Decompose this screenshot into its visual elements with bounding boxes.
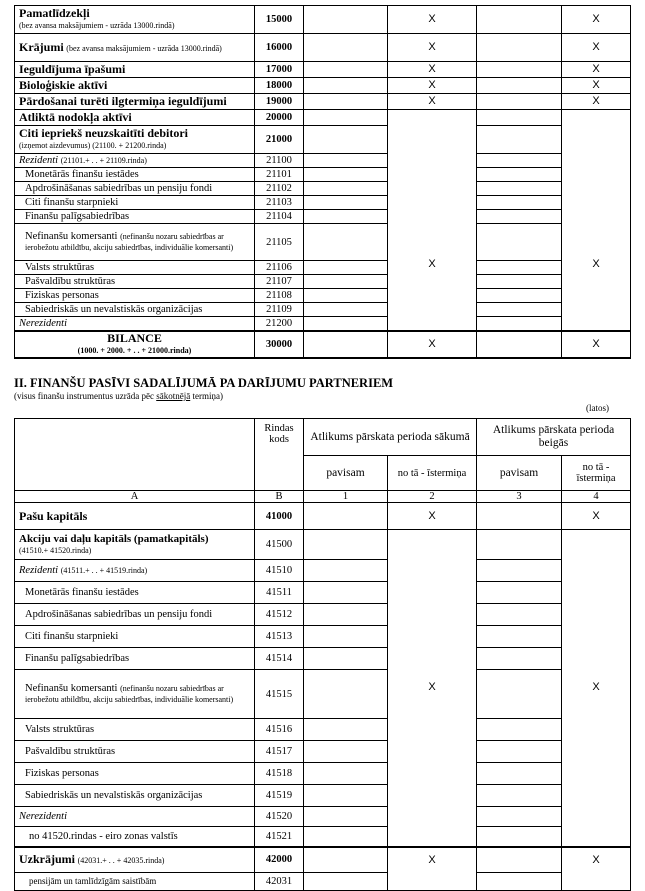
value-cell[interactable] [304, 763, 388, 785]
value-cell[interactable] [477, 168, 562, 182]
value-cell[interactable] [477, 719, 562, 741]
row-code: 21103 [255, 196, 304, 210]
row-label: Pamatlīdzekļi [19, 6, 90, 20]
x-mark: X [428, 681, 436, 694]
table-row [15, 560, 631, 582]
row-code: 21101 [255, 168, 304, 182]
row-note: (1000. + 2000. + . . + 21000.rinda) [77, 345, 192, 355]
x-mark: X [562, 503, 631, 530]
row-label: Pašu kapitāls [15, 503, 255, 530]
x-mark: X [388, 62, 477, 78]
row-code: 21109 [255, 303, 304, 317]
row-label: Citi iepriekš neuzskaitīti debitori [19, 126, 188, 140]
value-cell[interactable] [477, 154, 562, 168]
col-index: 3 [477, 491, 562, 503]
x-mark: X [388, 94, 477, 110]
value-cell[interactable] [304, 560, 388, 582]
assets-table [14, 5, 631, 359]
table-row [15, 582, 631, 604]
row-note: (41510.+ 41520.rinda) [19, 545, 92, 555]
value-cell[interactable] [304, 317, 388, 331]
value-cell[interactable] [477, 741, 562, 763]
row-label: Apdrošināšanas sabiedrības un pensiju fondi [15, 182, 255, 196]
table-row [15, 626, 631, 648]
row-label: Finanšu palīgsabiedrības [15, 210, 255, 224]
row-code: 19000 [255, 94, 304, 110]
row-code: 15000 [255, 6, 304, 34]
table-row [15, 154, 631, 168]
table-row [15, 34, 631, 62]
x-mark: X [592, 681, 600, 694]
row-code: 20000 [255, 110, 304, 126]
col-index: 4 [562, 491, 631, 503]
value-cell[interactable] [304, 303, 388, 317]
value-cell[interactable] [477, 873, 562, 891]
value-cell[interactable] [304, 719, 388, 741]
row-label: Nerezidenti [15, 317, 255, 331]
value-cell[interactable] [304, 154, 388, 168]
row-label: Atliktā nodokļa aktīvi [15, 110, 255, 126]
table-row [15, 275, 631, 289]
x-mark: X [428, 853, 436, 866]
value-cell[interactable] [477, 78, 562, 94]
row-note: (21101.+ . . + 21109.rinda) [60, 156, 147, 165]
row-label: Monetārās finanšu iestādes [15, 582, 255, 604]
value-cell[interactable] [477, 210, 562, 224]
row-code: 41510 [255, 560, 304, 582]
row-code: 41511 [255, 582, 304, 604]
value-cell[interactable] [304, 126, 388, 154]
value-cell[interactable] [477, 224, 562, 261]
table-row [15, 210, 631, 224]
row-label: Monetārās finanšu iestādes [15, 168, 255, 182]
row-code: 21102 [255, 182, 304, 196]
value-cell[interactable] [304, 196, 388, 210]
column-index-row [15, 491, 631, 503]
value-cell[interactable] [477, 763, 562, 785]
table-row [15, 827, 631, 847]
table-row [15, 670, 631, 719]
value-cell[interactable] [477, 317, 562, 331]
table-row [15, 503, 631, 530]
value-cell[interactable] [477, 289, 562, 303]
table-row [15, 126, 631, 154]
table-row [15, 261, 631, 275]
value-cell[interactable] [304, 78, 388, 94]
value-cell[interactable] [304, 210, 388, 224]
header-row [15, 419, 631, 456]
row-code: 21105 [255, 224, 304, 261]
value-cell[interactable] [304, 224, 388, 261]
value-cell[interactable] [304, 62, 388, 78]
value-cell[interactable] [304, 785, 388, 807]
row-label: Pārdošanai turēti ilgtermiņa ieguldījumi [15, 94, 255, 110]
end-header: Atlikums pārskata perioda beigās [477, 419, 631, 456]
section-heading: II. FINANŠU PASĪVI SADALĪJUMĀ PA DARĪJUMU PARTNERIEM [14, 376, 394, 390]
currency-unit: (latos) [586, 403, 609, 413]
value-cell[interactable] [477, 582, 562, 604]
x-mark: X [562, 331, 631, 358]
row-code: 30000 [255, 331, 304, 358]
row-code: 41500 [255, 530, 304, 560]
value-cell[interactable] [477, 785, 562, 807]
value-cell[interactable] [477, 275, 562, 289]
balance-label: BILANCE [107, 330, 162, 345]
row-label: Apdrošināšanas sabiedrības un pensiju fondi [15, 604, 255, 626]
x-mark: X [562, 6, 631, 34]
row-note: (nefinanšu nozaru sabiedrības ar ierobežotu atbildību, akciju sabiedrības, individuālie komersanti) [25, 232, 234, 252]
section-subtitle [14, 391, 223, 401]
subtitle-underlined: sākotnējā [156, 391, 191, 401]
table-row [15, 6, 631, 34]
row-code: 41518 [255, 763, 304, 785]
x-mark: X [428, 258, 436, 271]
value-cell[interactable] [304, 604, 388, 626]
value-cell[interactable] [304, 582, 388, 604]
value-cell[interactable] [304, 289, 388, 303]
col-index: 1 [304, 491, 388, 503]
value-cell[interactable] [304, 670, 388, 719]
value-cell[interactable] [477, 847, 562, 873]
col-index: A [15, 491, 255, 503]
col-index: B [255, 491, 304, 503]
subtitle-text: (visus finanšu instrumentus uzrāda pēc [14, 391, 157, 401]
row-label: Nefinanšu komersanti [25, 231, 118, 242]
row-label: no 41520.rindas - eiro zonas valstīs [15, 827, 255, 847]
value-cell[interactable] [477, 34, 562, 62]
row-label: Pašvaldību struktūras [15, 275, 255, 289]
liabilities-table [14, 418, 631, 891]
value-cell[interactable] [304, 6, 388, 34]
value-cell[interactable] [304, 807, 388, 827]
row-label: Pašvaldību struktūras [15, 741, 255, 763]
table-row [15, 741, 631, 763]
table-row [15, 648, 631, 670]
table-row [15, 873, 631, 891]
row-code: 41514 [255, 648, 304, 670]
table-row [15, 168, 631, 182]
table-row [15, 78, 631, 94]
row-code: 41516 [255, 719, 304, 741]
table-row [15, 530, 631, 560]
value-cell[interactable] [304, 648, 388, 670]
row-label: Sabiedriskās un nevalstiskās organizācijas [15, 303, 255, 317]
table-row [15, 807, 631, 827]
table-row [15, 289, 631, 303]
table-row [15, 110, 631, 126]
x-mark: X [388, 503, 477, 530]
x-mark: X [388, 6, 477, 34]
row-note: (bez avansa maksājumiem - uzrāda 13000.rindā) [66, 43, 222, 53]
row-code: 21000 [255, 126, 304, 154]
x-mark: X [562, 94, 631, 110]
value-cell[interactable] [304, 331, 388, 358]
value-cell[interactable] [477, 670, 562, 719]
row-code: 21200 [255, 317, 304, 331]
row-code: 41513 [255, 626, 304, 648]
value-cell[interactable] [304, 168, 388, 182]
row-note: (42031.+ . . + 42035.rinda) [77, 855, 165, 865]
row-label: Akciju vai daļu kapitāls (pamatkapitāls) [19, 532, 209, 545]
row-label: Citi finanšu starpnieki [15, 626, 255, 648]
row-label: Bioloģiskie aktīvi [15, 78, 255, 94]
short-term-header: no tā - īstermiņa [562, 456, 631, 491]
value-cell[interactable] [304, 873, 388, 891]
x-mark: X [388, 78, 477, 94]
row-code: 21107 [255, 275, 304, 289]
row-code: 42031 [255, 873, 304, 891]
value-cell[interactable] [304, 275, 388, 289]
table-row [15, 763, 631, 785]
value-cell[interactable] [304, 34, 388, 62]
row-label: Valsts struktūras [15, 719, 255, 741]
row-label: Ieguldījuma īpašumi [15, 62, 255, 78]
value-cell[interactable] [477, 110, 562, 126]
total-header: pavisam [477, 456, 562, 491]
value-cell[interactable] [477, 648, 562, 670]
x-mark: X [388, 34, 477, 62]
value-cell[interactable] [477, 604, 562, 626]
row-code: 42000 [255, 847, 304, 873]
row-label: Rezidenti [19, 565, 59, 576]
value-cell[interactable] [477, 261, 562, 275]
value-cell[interactable] [477, 196, 562, 210]
value-cell[interactable] [304, 530, 388, 560]
value-cell[interactable] [477, 827, 562, 847]
table-row [15, 847, 631, 873]
row-label: Rezidenti [19, 155, 59, 166]
row-label: Fiziskas personas [15, 763, 255, 785]
value-cell[interactable] [304, 741, 388, 763]
x-mark: X [592, 258, 600, 271]
row-code: 21106 [255, 261, 304, 275]
row-code: 16000 [255, 34, 304, 62]
x-mark: X [562, 34, 631, 62]
value-cell[interactable] [304, 182, 388, 196]
value-cell[interactable] [304, 94, 388, 110]
row-code: 41517 [255, 741, 304, 763]
value-cell[interactable] [477, 6, 562, 34]
col-index: 2 [388, 491, 477, 503]
row-label: Nefinanšu komersanti [25, 683, 118, 694]
table-row [15, 224, 631, 261]
row-code: 41521 [255, 827, 304, 847]
row-label: pensijām un tamlīdzīgām saistībām [15, 873, 255, 891]
row-note: (izņemot aizdevumus) (21100. + 21200.rinda) [19, 141, 167, 150]
table-row [15, 303, 631, 317]
value-cell[interactable] [304, 827, 388, 847]
row-code: 41512 [255, 604, 304, 626]
total-header: pavisam [304, 456, 388, 491]
table-row [15, 604, 631, 626]
row-code: 41519 [255, 785, 304, 807]
row-code: 21100 [255, 154, 304, 168]
row-code: 41520 [255, 807, 304, 827]
row-code: 17000 [255, 62, 304, 78]
row-code: 21108 [255, 289, 304, 303]
value-cell[interactable] [477, 503, 562, 530]
subtitle-text: termiņa) [190, 391, 223, 401]
table-row [15, 94, 631, 110]
row-label: Finanšu palīgsabiedrības [15, 648, 255, 670]
value-cell[interactable] [304, 261, 388, 275]
table-row [15, 62, 631, 78]
value-cell[interactable] [477, 94, 562, 110]
value-cell[interactable] [304, 503, 388, 530]
x-mark: X [562, 62, 631, 78]
table-row [15, 182, 631, 196]
value-cell[interactable] [477, 530, 562, 560]
value-cell[interactable] [304, 626, 388, 648]
row-label: Fiziskas personas [15, 289, 255, 303]
x-mark: X [592, 853, 600, 866]
row-label: Valsts struktūras [15, 261, 255, 275]
row-note: (nefinanšu nozaru sabiedrības ar ierobežotu atbildību, akciju sabiedrības, individuālie komersanti) [25, 684, 234, 704]
code-header: Rindas kods [255, 419, 304, 491]
short-term-header: no tā - īstermiņa [388, 456, 477, 491]
balance-row [15, 331, 631, 358]
table-row [15, 785, 631, 807]
value-cell[interactable] [477, 303, 562, 317]
value-cell[interactable] [477, 182, 562, 196]
value-cell[interactable] [477, 62, 562, 78]
row-label: Citi finanšu starpnieki [15, 196, 255, 210]
table-row [15, 719, 631, 741]
value-cell[interactable] [477, 626, 562, 648]
row-note: (41511.+ . . + 41519.rinda) [60, 566, 148, 575]
row-label: Sabiedriskās un nevalstiskās organizācijas [15, 785, 255, 807]
row-label: Uzkrājumi [19, 851, 75, 866]
value-cell[interactable] [477, 126, 562, 154]
x-mark: X [388, 331, 477, 358]
table-row [15, 196, 631, 210]
value-cell[interactable] [304, 847, 388, 873]
row-code: 18000 [255, 78, 304, 94]
value-cell[interactable] [477, 560, 562, 582]
row-code: 41515 [255, 670, 304, 719]
value-cell[interactable] [304, 110, 388, 126]
start-header: Atlikums pārskata perioda sākumā [304, 419, 477, 456]
row-code: 21104 [255, 210, 304, 224]
value-cell[interactable] [477, 331, 562, 358]
row-label: Krājumi [19, 39, 64, 54]
value-cell[interactable] [477, 807, 562, 827]
row-label: Nerezidenti [15, 807, 255, 827]
row-code: 41000 [255, 503, 304, 530]
table-row [15, 317, 631, 331]
row-note: (bez avansa maksājumiem - uzrāda 13000.rindā) [19, 21, 175, 30]
x-mark: X [562, 78, 631, 94]
